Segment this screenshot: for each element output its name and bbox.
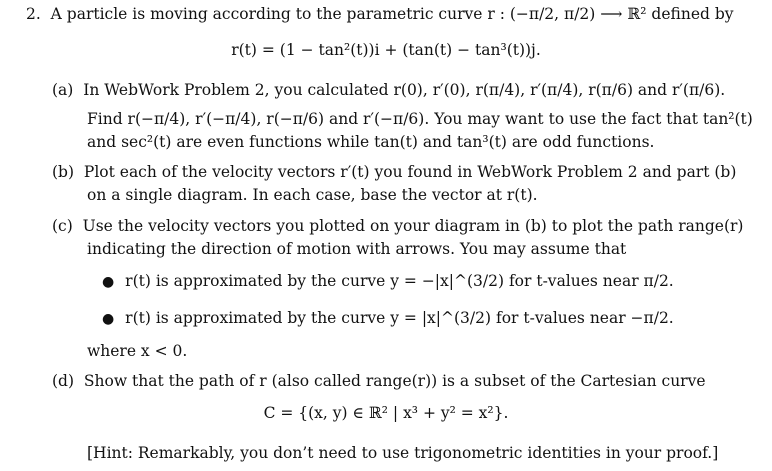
bullet-icon: ● (102, 274, 115, 290)
part-c-label: (c) (52, 217, 73, 235)
part-c-bullet1: ● r(t) is approximated by the curve y = −|x|^(3/2) for t-values near π/2. (102, 272, 674, 290)
part-d-label: (d) (52, 372, 75, 390)
problem-intro-line (26, 3, 734, 25)
bullet-icon: ● (102, 311, 115, 327)
part-c-bullet2: ● r(t) is approximated by the curve y = |x|^(3/2) for t-values near −π/2. (102, 309, 674, 327)
problem-intro: A particle is moving according to the parametric curve r : (−π/2, π/2) ⟶ ℝ² defined by (50, 5, 734, 23)
hint-text: [Hint: Remarkably, you don’t need to use trigonometric identities in your proof.] (87, 444, 719, 462)
part-a-line3: and sec²(t) are even functions while tan(t) and tan³(t) are odd functions. (87, 133, 655, 151)
part-b-label: (b) (52, 163, 75, 181)
part-a-label: (a) (52, 81, 74, 99)
part-b-line1: (b) Plot each of the velocity vectors r′(t) you found in WebWork Problem 2 and part (b) (52, 163, 737, 181)
part-c-line2: indicating the direction of motion with arrows. You may assume that (87, 240, 627, 258)
part-c-line1: (c) Use the velocity vectors you plotted on your diagram in (b) to plot the path range(r) (52, 217, 744, 235)
parametric-definition: r(t) = (1 − tan²(t))i + (tan(t) − tan³(t))j. (231, 41, 541, 59)
part-a-line2: Find r(−π/4), r′(−π/4), r(−π/6) and r′(−π/6). You may want to use the fact that tan²(t) (87, 110, 753, 128)
cartesian-curve-set: C = {(x, y) ∈ ℝ² | x³ + y² = x²}. (263, 404, 509, 422)
part-d-line1: (d) Show that the path of r (also called range(r)) is a subset of the Cartesian curve (52, 372, 706, 390)
part-b-line2: on a single diagram. In each case, base the vector at r(t). (87, 186, 538, 204)
part-a-line1: (a) In WebWork Problem 2, you calculated r(0), r′(0), r(π/4), r′(π/4), r(π/6) and r′(π/6). (52, 81, 726, 99)
part-c-line3: where x < 0. (87, 342, 188, 360)
problem-number: 2. (26, 5, 41, 23)
